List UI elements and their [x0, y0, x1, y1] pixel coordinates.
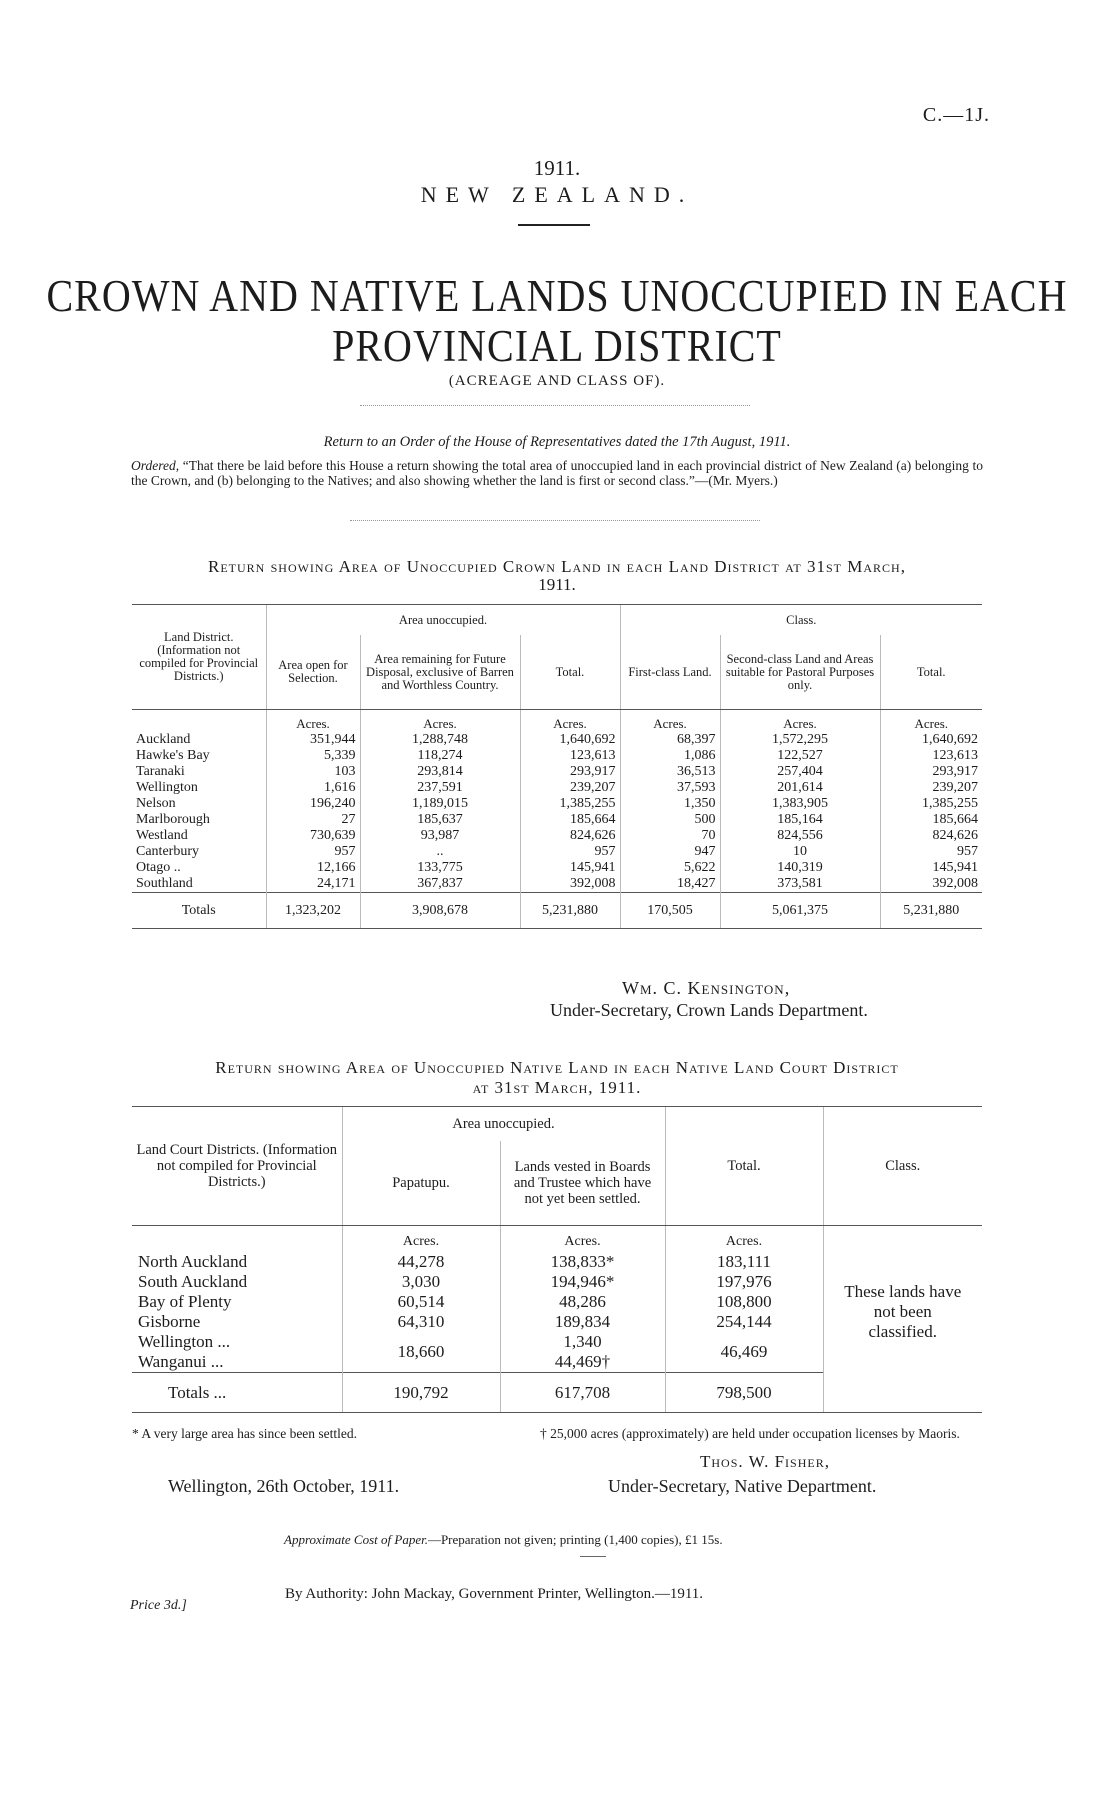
col-total-class: Total. [880, 635, 982, 710]
table-row [132, 780, 982, 796]
crown-heading: Return showing Area of Unoccupied Crown Land in each Land District at 31st March, [208, 557, 906, 576]
cell-first: 947 [620, 844, 720, 860]
cell-first: 1,086 [620, 748, 720, 764]
cell-first: 500 [620, 812, 720, 828]
cell-second: 140,319 [720, 860, 880, 876]
cell-vested: 138,833* [500, 1252, 665, 1272]
cell-total: 239,207 [520, 780, 620, 796]
district-name: Otago .. [136, 860, 181, 875]
page-title-line2: PROVINCIAL DISTRICT [332, 319, 782, 372]
table-row [132, 796, 982, 812]
col-papatupu: Papatupu. [342, 1141, 500, 1226]
cost-text: —Preparation not given; printing (1,400 copies), £1 15s. [427, 1532, 723, 1547]
crown-signatory-title: Under-Secretary, Crown Lands Department. [550, 1000, 868, 1020]
cell-total: 185,664 [520, 812, 620, 828]
divider [350, 520, 760, 521]
cell-total: 145,941 [520, 860, 620, 876]
total-second: 5,061,375 [720, 893, 880, 929]
cell-first: 18,427 [620, 876, 720, 893]
ordered-label: Ordered, [131, 458, 180, 473]
cell-open: 5,339 [266, 748, 360, 764]
cell-vested: 44,469† [500, 1352, 665, 1373]
page-title: CROWN AND NATIVE LANDS UNOCCUPIED IN EACH [46, 269, 1068, 322]
col-second-class: Second-class Land and Areas suitable for Pastoral Purposes only. [720, 635, 880, 710]
cell-remaining: 133,775 [360, 860, 520, 876]
cell-second: 185,164 [720, 812, 880, 828]
cell-total: 108,800 [665, 1292, 823, 1312]
cell-total2: 123,613 [880, 748, 982, 764]
page-reference: C.—1J. [922, 104, 990, 126]
table-row [132, 812, 982, 828]
col-land-court-district: Land Court Districts. (Information not compiled for Provincial Districts.) [132, 1107, 342, 1226]
cell-second: 201,614 [720, 780, 880, 796]
price: Price 3d.] [130, 1598, 187, 1613]
district-name: Taranaki [136, 764, 185, 779]
total-vested: 617,708 [500, 1373, 665, 1413]
cell-total: 46,469 [665, 1332, 823, 1373]
cell-total: 293,917 [520, 764, 620, 780]
cell-papatupu: 44,278 [342, 1252, 500, 1272]
subtitle: (ACREAGE AND CLASS OF). [448, 373, 666, 389]
country: NEW ZEALAND. [420, 182, 694, 207]
cell-first: 70 [620, 828, 720, 844]
cell-remaining: 1,189,015 [360, 796, 520, 812]
cell-total: 183,111 [665, 1252, 823, 1272]
native-heading-date: at 31st March, 1911. [472, 1078, 642, 1097]
unit-label: Acres. [620, 710, 720, 733]
total-open: 1,323,202 [266, 893, 360, 929]
unit-label: Acres. [342, 1226, 500, 1253]
cell-papatupu: 60,514 [342, 1292, 500, 1312]
table-row [132, 764, 982, 780]
district-name: Wellington ... [138, 1332, 231, 1351]
cell-total2: 293,917 [880, 764, 982, 780]
total-total: 5,231,880 [520, 893, 620, 929]
cell-vested: 194,946* [500, 1272, 665, 1292]
native-land-table [132, 1106, 982, 1413]
cell-vested: 48,286 [500, 1292, 665, 1312]
col-land-district: Land District. (Information not compiled for Provincial Districts.) [132, 605, 266, 710]
totals-row [132, 893, 982, 929]
cell-remaining: 1,288,748 [360, 732, 520, 748]
cell-total2: 824,626 [880, 828, 982, 844]
cell-remaining: 185,637 [360, 812, 520, 828]
unit-label: Acres. [266, 710, 360, 733]
cell-first: 5,622 [620, 860, 720, 876]
cost-note [284, 1532, 723, 1548]
cost-label: Approximate Cost of Paper. [284, 1532, 428, 1547]
crown-land-table [132, 604, 982, 929]
cell-remaining: 367,837 [360, 876, 520, 893]
unit-label: Acres. [665, 1226, 823, 1253]
cell-open: 351,944 [266, 732, 360, 748]
table-row [132, 876, 982, 893]
cell-papatupu: 3,030 [342, 1272, 500, 1292]
cell-total2: 1,385,255 [880, 796, 982, 812]
footer-divider [580, 1556, 606, 1557]
cell-second: 10 [720, 844, 880, 860]
place-date: Wellington, 26th October, 1911. [168, 1476, 400, 1496]
total-remaining: 3,908,678 [360, 893, 520, 929]
totals-label: Totals ... [132, 1373, 342, 1413]
district-name: North Auckland [138, 1252, 248, 1271]
cell-first: 1,350 [620, 796, 720, 812]
cell-total: 123,613 [520, 748, 620, 764]
native-heading: Return showing Area of Unoccupied Native Land in each Native Land Court District [215, 1058, 899, 1077]
total-total2: 5,231,880 [880, 893, 982, 929]
district-name: Hawke's Bay [136, 748, 210, 763]
table-row [132, 732, 982, 748]
cell-total: 824,626 [520, 828, 620, 844]
cell-second: 122,527 [720, 748, 880, 764]
district-name: Wellington [136, 780, 198, 795]
cell-total2: 239,207 [880, 780, 982, 796]
ordered-paragraph [131, 458, 983, 488]
col-first-class: First-class Land. [620, 635, 720, 710]
native-signatory-title: Under-Secretary, Native Department. [608, 1476, 877, 1496]
crown-heading-year: 1911. [538, 575, 576, 594]
group-area-unoccupied: Area unoccupied. [342, 1107, 665, 1142]
cell-first: 37,593 [620, 780, 720, 796]
col-area-remaining: Area remaining for Future Disposal, exclusive of Barren and Worthless Country. [360, 635, 520, 710]
district-name: Southland [136, 876, 193, 891]
col-area-open: Area open for Selection. [266, 635, 360, 710]
cell-total2: 1,640,692 [880, 732, 982, 748]
district-name: Bay of Plenty [138, 1292, 232, 1311]
col-total: Total. [665, 1107, 823, 1226]
footnote-dagger: † 25,000 acres (approximately) are held under occupation licenses by Maoris. [540, 1426, 960, 1441]
unit-label: Acres. [520, 710, 620, 733]
native-signatory-name: Thos. W. Fisher, [700, 1452, 830, 1471]
cell-open: 24,171 [266, 876, 360, 893]
year: 1911. [533, 156, 581, 180]
unit-label: Acres. [500, 1226, 665, 1253]
cell-second: 373,581 [720, 876, 880, 893]
cell-total2: 957 [880, 844, 982, 860]
district-name: Canterbury [136, 844, 199, 859]
ordered-text: “That there be laid before this House a return showing the total area of unoccupied land in each provincial district of New Zealand (a) belonging to the Crown, and (b) belonging to the Natives; and also showing whether the land is first or second class.”—(Mr. Myers.) [131, 458, 984, 488]
cell-total2: 185,664 [880, 812, 982, 828]
crown-signatory-name: Wm. C. Kensington, [622, 978, 791, 998]
total-total: 798,500 [665, 1373, 823, 1413]
cell-total2: 392,008 [880, 876, 982, 893]
cell-remaining: .. [360, 844, 520, 860]
total-first: 170,505 [620, 893, 720, 929]
cell-remaining: 93,987 [360, 828, 520, 844]
return-order-line: Return to an Order of the House of Representatives dated the 17th August, 1911. [323, 434, 791, 450]
cell-total: 254,144 [665, 1312, 823, 1332]
cell-total: 197,976 [665, 1272, 823, 1292]
table-row [132, 844, 982, 860]
cell-total: 1,640,692 [520, 732, 620, 748]
cell-total: 1,385,255 [520, 796, 620, 812]
cell-total2: 145,941 [880, 860, 982, 876]
cell-total: 392,008 [520, 876, 620, 893]
table-row [132, 748, 982, 764]
cell-first: 36,513 [620, 764, 720, 780]
unit-label: Acres. [720, 710, 880, 733]
district-name: Wanganui ... [138, 1352, 224, 1371]
authority-line: By Authority: John Mackay, Government Printer, Wellington.—1911. [285, 1586, 704, 1602]
cell-remaining: 237,591 [360, 780, 520, 796]
unit-label: Acres. [880, 710, 982, 733]
totals-row [132, 1373, 982, 1413]
cell-remaining: 293,814 [360, 764, 520, 780]
table-row [132, 828, 982, 844]
cell-vested: 1,340 [500, 1332, 665, 1352]
cell-open: 957 [266, 844, 360, 860]
cell-open: 12,166 [266, 860, 360, 876]
group-class: Class. [620, 605, 982, 636]
district-name: South Auckland [138, 1272, 248, 1291]
class-note: These lands have not been classified. [823, 1252, 982, 1373]
district-name: Marlborough [136, 812, 210, 827]
divider [360, 405, 750, 406]
district-name: Auckland [136, 732, 191, 747]
cell-total: 957 [520, 844, 620, 860]
cell-open: 103 [266, 764, 360, 780]
cell-open: 27 [266, 812, 360, 828]
col-class: Class. [823, 1107, 982, 1226]
cell-vested: 189,834 [500, 1312, 665, 1332]
title-divider [518, 224, 590, 226]
cell-second: 1,572,295 [720, 732, 880, 748]
cell-remaining: 118,274 [360, 748, 520, 764]
cell-second: 824,556 [720, 828, 880, 844]
cell-open: 1,616 [266, 780, 360, 796]
table-row [132, 1252, 982, 1272]
total-papatupu: 190,792 [342, 1373, 500, 1413]
cell-second: 1,383,905 [720, 796, 880, 812]
cell-second: 257,404 [720, 764, 880, 780]
cell-papatupu: 64,310 [342, 1312, 500, 1332]
table-row [132, 860, 982, 876]
totals-label: Totals [132, 893, 266, 929]
col-vested: Lands vested in Boards and Trustee which have not yet been settled. [500, 1141, 665, 1226]
footnote-star: * A very large area has since been settled. [132, 1426, 358, 1441]
district-name: Gisborne [138, 1312, 201, 1331]
group-area-unoccupied: Area unoccupied. [266, 605, 620, 636]
cell-first: 68,397 [620, 732, 720, 748]
col-total: Total. [520, 635, 620, 710]
district-name: Westland [136, 828, 188, 843]
cell-open: 730,639 [266, 828, 360, 844]
cell-open: 196,240 [266, 796, 360, 812]
unit-label: Acres. [360, 710, 520, 733]
cell-papatupu: 18,660 [342, 1332, 500, 1373]
district-name: Nelson [136, 796, 176, 811]
